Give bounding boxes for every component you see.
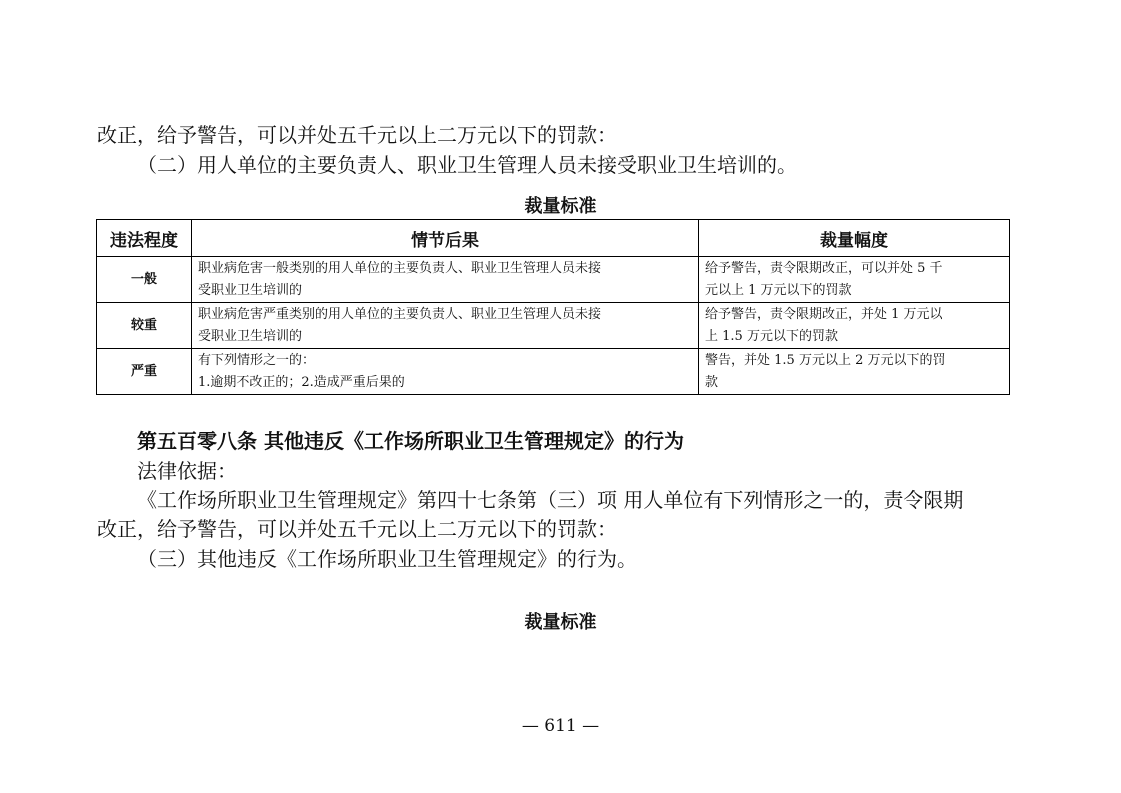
penalty-range-cell (699, 349, 1010, 395)
table-caption: 裁量标准 (524, 612, 597, 633)
paragraph-line: 改正，给予警告，可以并处五千元以上二万元以下的罚款： (97, 517, 617, 541)
cell-line: 受职业卫生培训的 (198, 282, 303, 298)
cell-line: 有下列情形之一的： (198, 352, 316, 368)
column-header: 违法程度 (97, 220, 192, 257)
severity-level: 一般 (97, 257, 192, 303)
severity-level: 严重 (97, 349, 192, 395)
cell-line: 受职业卫生培训的 (198, 328, 303, 344)
paragraph-line: 《工作场所职业卫生管理规定》第四十七条第（三）项 用人单位有下列情形之一的，责令限期 (137, 488, 964, 512)
column-header: 情节后果 (192, 220, 699, 257)
cell-line: 给予警告，责令限期改正，并处 1 万元以 (705, 306, 943, 322)
cell-line: 职业病危害一般类别的用人单位的主要负责人、职业卫生管理人员未接 (198, 260, 602, 276)
discretion-standard-table (96, 219, 1010, 395)
table-header-row (97, 220, 1010, 257)
consequence-cell (192, 257, 699, 303)
penalty-range-cell (699, 257, 1010, 303)
legal-basis-label: 法律依据： (137, 459, 237, 483)
paragraph-line: 改正，给予警告，可以并处五千元以上二万元以下的罚款： (97, 123, 617, 147)
page-number: — 611 — (521, 716, 600, 736)
cell-line: 元以上 1 万元以下的罚款 (705, 282, 852, 298)
table-caption: 裁量标准 (524, 196, 597, 217)
cell-line: 给予警告，责令限期改正，可以并处 5 千 (705, 260, 943, 276)
column-header: 裁量幅度 (699, 220, 1010, 257)
cell-line: 1.逾期不改正的；2.造成严重后果的 (198, 374, 405, 390)
penalty-range-cell (699, 303, 1010, 349)
consequence-cell (192, 303, 699, 349)
cell-line: 职业病危害严重类别的用人单位的主要负责人、职业卫生管理人员未接 (198, 306, 602, 322)
paragraph-line: （三）其他违反《工作场所职业卫生管理规定》的行为。 (137, 547, 637, 571)
cell-line: 款 (705, 374, 719, 390)
paragraph-line: （二）用人单位的主要负责人、职业卫生管理人员未接受职业卫生培训的。 (137, 153, 797, 177)
table-row (97, 303, 1010, 349)
table-row (97, 257, 1010, 303)
cell-line: 警告，并处 1.5 万元以上 2 万元以下的罚 (705, 352, 946, 368)
cell-line: 上 1.5 万元以下的罚款 (705, 328, 838, 344)
article-title: 第五百零八条 其他违反《工作场所职业卫生管理规定》的行为 (137, 429, 684, 453)
table-row (97, 349, 1010, 395)
consequence-cell (192, 349, 699, 395)
severity-level: 较重 (97, 303, 192, 349)
